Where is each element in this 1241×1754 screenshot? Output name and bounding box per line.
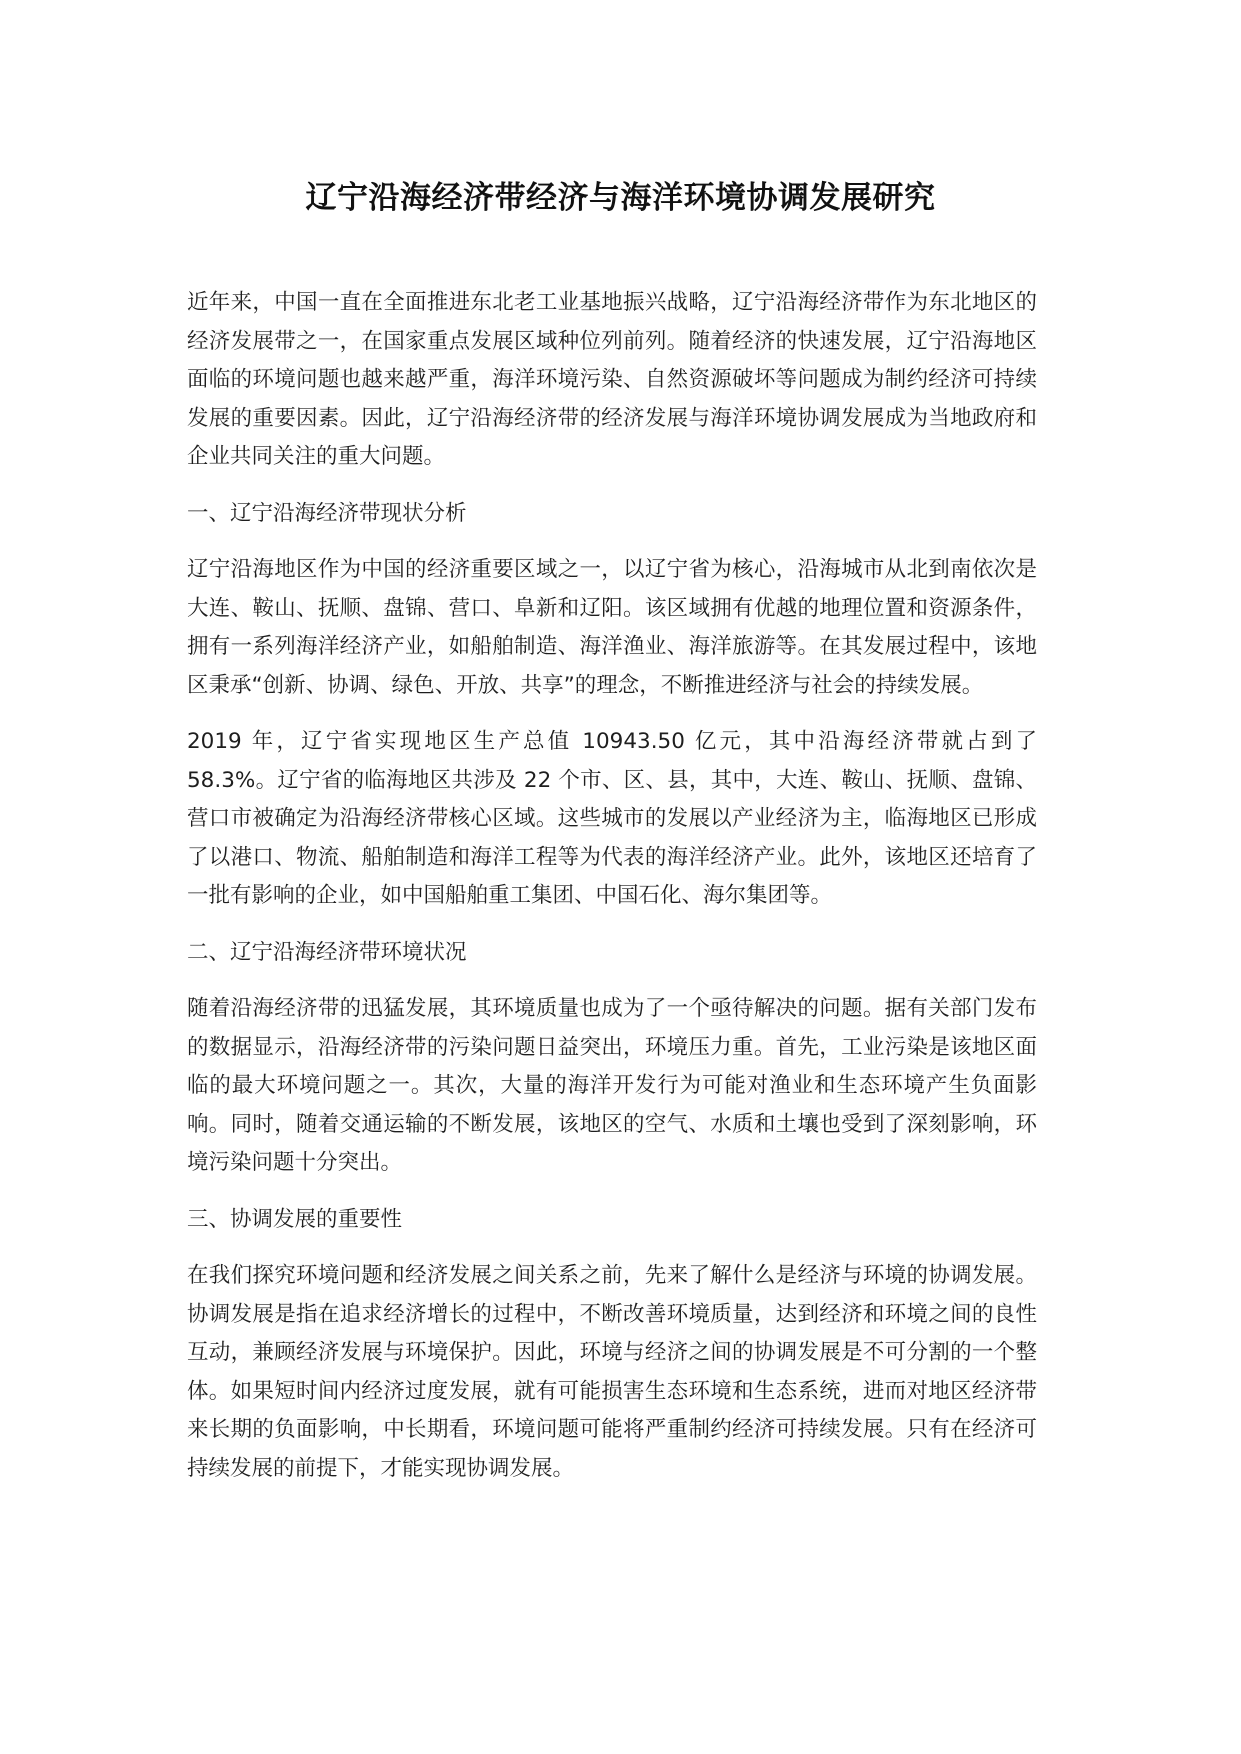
document-body: [187, 284, 1037, 1506]
intro-paragraph: 近年来，中国一直在全面推进东北老工业基地振兴战略，辽宁沿海经济带作为东北地区的经济发展带之一，在国家重点发展区域种位列前列。随着经济的快速发展，辽宁沿海地区面临的环境问题也越来越严重，海洋环境污染、自然资源破坏等问题成为制约经济可持续发展的重要因素。因此，辽宁沿海经济带的经济发展与海洋环境协调发展成为当地政府和企业共同关注的重大问题。: [187, 290, 1037, 469]
section-1-paragraph-1: 辽宁沿海地区作为中国的经济重要区域之一，以辽宁省为核心，沿海城市从北到南依次是大连、鞍山、抚顺、盘锦、营口、阜新和辽阳。该区域拥有优越的地理位置和资源条件，拥有一系列海洋经济产业，如船舶制造、海洋渔业、海洋旅游等。在其发展过程中，该地区秉承“创新、协调、绿色、开放、共享”的理念，不断推进经济与社会的持续发展。: [187, 557, 1037, 698]
section-heading-1: 一、辽宁沿海经济带现状分析: [187, 500, 467, 526]
section-2-paragraph: 随着沿海经济带的迅猛发展，其环境质量也成为了一个亟待解决的问题。据有关部门发布的数据显示，沿海经济带的污染问题日益突出，环境压力重。首先，工业污染是该地区面临的最大环境问题之一。其次，大量的海洋开发行为可能对渔业和生态环境产生负面影响。同时，随着交通运输的不断发展，该地区的空气、水质和土壤也受到了深刻影响，环境污染问题十分突出。: [187, 996, 1037, 1175]
section-3-paragraph: 在我们探究环境问题和经济发展之间关系之前，先来了解什么是经济与环境的协调发展。协调发展是指在追求经济增长的过程中，不断改善环境质量，达到经济和环境之间的良性互动，兼顾经济发展与环境保护。因此，环境与经济之间的协调发展是不可分割的一个整体。如果短时间内经济过度发展，就有可能损害生态环境和生态系统，进而对地区经济带来长期的负面影响，中长期看，环境问题可能将严重制约经济可持续发展。只有在经济可持续发展的前提下，才能实现协调发展。: [187, 1263, 1037, 1481]
section-1-paragraph-2: 2019 年，辽宁省实现地区生产总值 10943.50 亿元，其中沿海经济带就占到了 58.3%。辽宁省的临海地区共涉及 22 个市、区、县，其中，大连、鞍山、抚顺、盘锦、营口市被确定为沿海经济带核心区域。这些城市的发展以产业经济为主，临海地区已形成了以港口、物流、船舶制造和海洋工程等为代表的海洋经济产业。此外，该地区还培育了一批有影响的企业，如中国船舶重工集团、中国石化、海尔集团等。: [187, 729, 1037, 908]
section-heading-3: 三、协调发展的重要性: [187, 1206, 403, 1232]
section-heading-2: 二、辽宁沿海经济带环境状况: [187, 939, 467, 965]
document-title: 辽宁沿海经济带经济与海洋环境协调发展研究: [305, 180, 936, 216]
